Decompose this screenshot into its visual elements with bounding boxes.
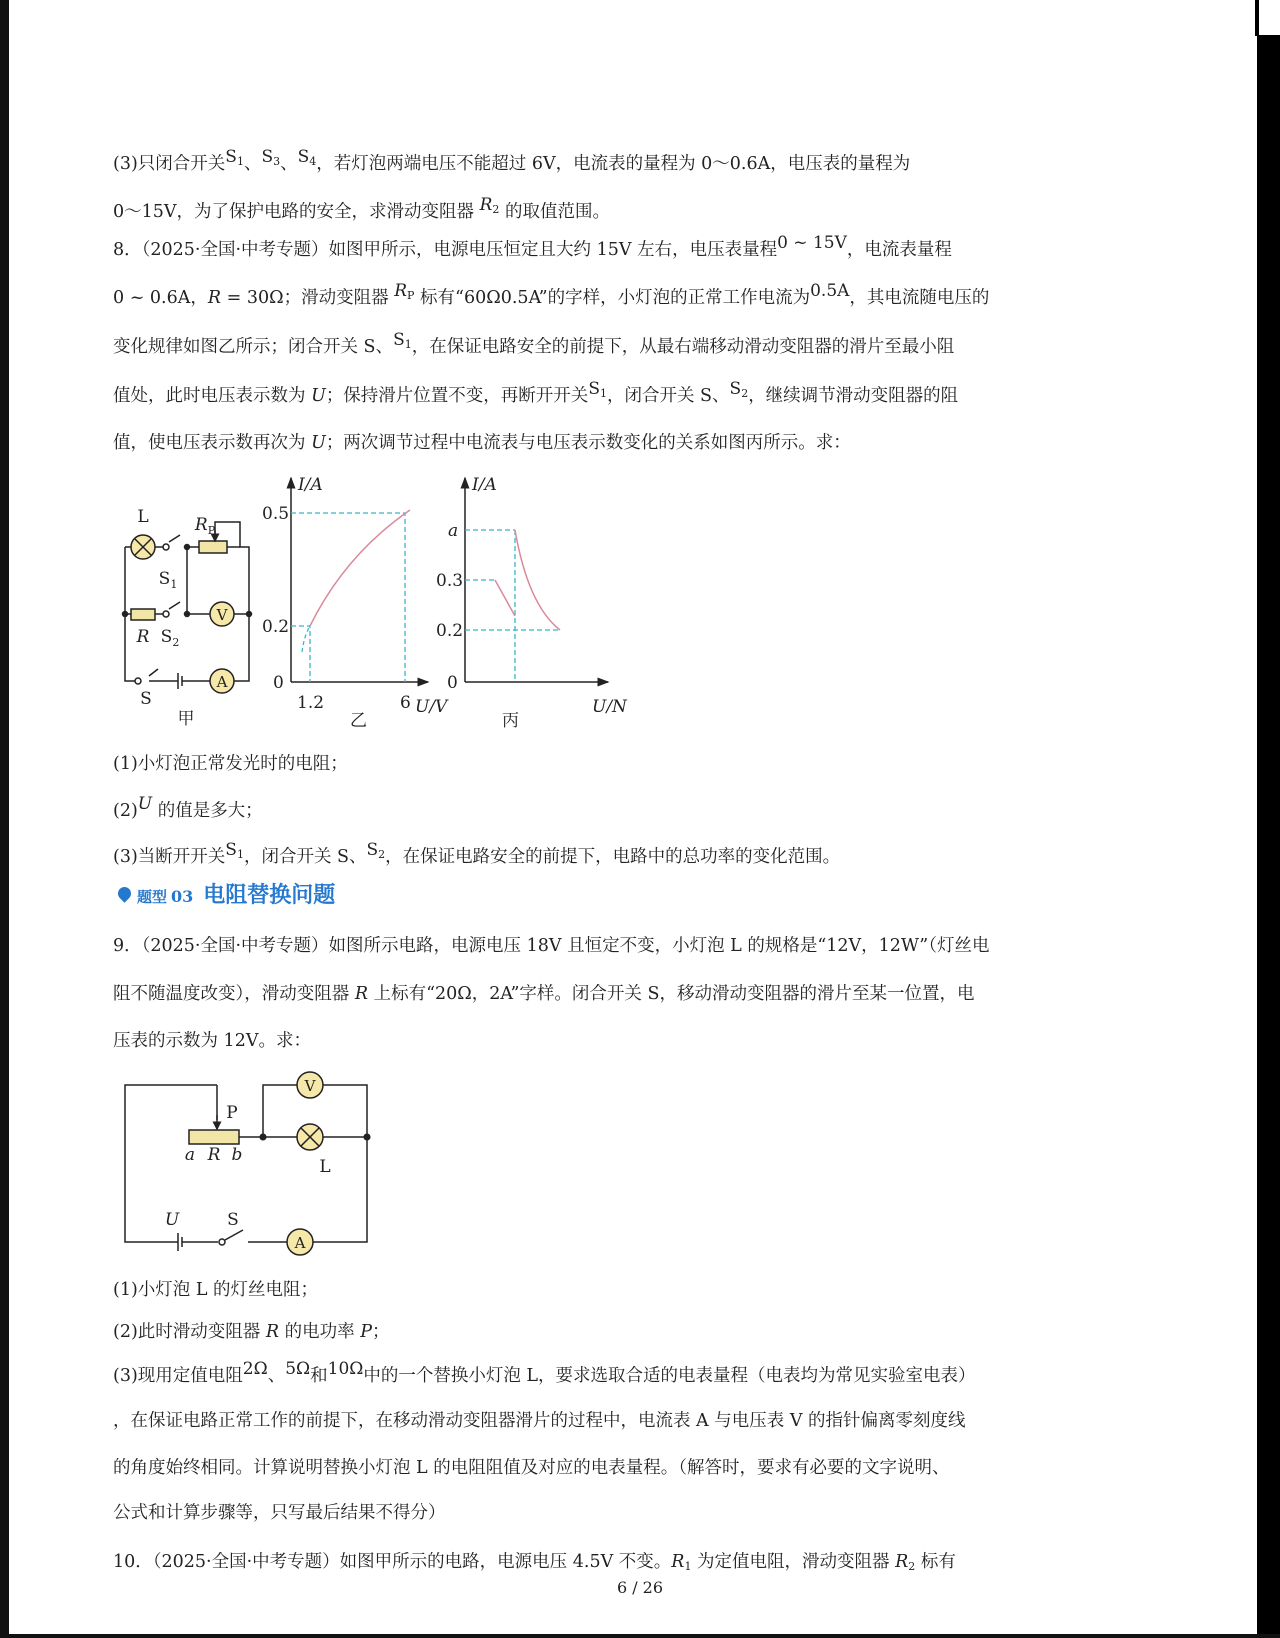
caption-jia: 甲 <box>177 709 195 729</box>
text-segment: U <box>311 386 326 406</box>
text-segment: 的取值范围。 <box>499 202 610 222</box>
text-segment: $S_3$ <box>261 147 281 168</box>
text-segment: 阻不随温度改变），滑动变阻器 <box>113 984 355 1004</box>
text-segment: 值，使电压表示数再次为 <box>113 433 312 453</box>
text-segment: 0.5A <box>810 281 850 301</box>
text-segment: (1)小灯泡正常发光时的电阻； <box>113 754 348 774</box>
caption-bing: 丙 <box>502 711 519 731</box>
label-switch-s: S <box>140 689 152 709</box>
text-segment: (3)只闭合开关 <box>113 154 226 174</box>
text-segment: (2) <box>113 801 138 821</box>
text-segment: ，在保证电路安全的前提下，从最右端移动滑动变阻器的滑片至最小阻 <box>411 337 955 357</box>
text-segment: 2Ω <box>242 1359 268 1379</box>
text-segment: 、 <box>243 154 262 174</box>
graph-yi <box>262 475 449 731</box>
text-segment: 10Ω <box>327 1359 364 1379</box>
ammeter-label: A <box>216 673 228 691</box>
text-segment: $S_2$ <box>366 840 386 861</box>
text-segment: R <box>265 1322 280 1342</box>
text-segment: (3)当断开开关 <box>113 847 226 867</box>
page-number: 6 / 26 <box>616 1578 664 1597</box>
text-segment: 公式和计算步骤等，只写最后结果不得分） <box>113 1503 446 1523</box>
text-segment: 的角度始终相同。计算说明替换小灯泡 L 的电阻阻值及对应的电表量程。（解答时，要求有必要的文字说明、 <box>113 1458 950 1478</box>
text-segment: ，在保证电路安全的前提下，电路中的总功率的变化范围。 <box>385 847 841 867</box>
label-lamp: L <box>137 507 149 527</box>
text-segment: R <box>354 984 368 1004</box>
text-segment: $S_1$ <box>393 330 412 351</box>
text-segment: ，闭合开关 S、 <box>243 847 367 867</box>
text-segment: 8．（2025·全国·中考专题）如图甲所示，电源电压恒定且大约 15V 左右，电压表量程 <box>113 240 778 260</box>
text-segment: 9．（2025·全国·中考专题）如图所示电路，电源电压 18V 且恒定不变，小灯泡 L 的规格是“12V，12W”（灯丝电 <box>113 936 990 956</box>
text-segment: ，继续调节滑动变阻器的阻 <box>748 386 959 406</box>
graph-bing <box>436 475 628 731</box>
text-segment: U <box>137 794 153 814</box>
text-segment: ；保持滑片位置不变，再断开开关 <box>325 386 589 406</box>
text-segment: 压表的示数为 12V。求： <box>113 1031 311 1051</box>
yi-ylabel: I/A <box>298 475 323 495</box>
curve-segment-2 <box>515 530 560 630</box>
label-u: U <box>164 1210 180 1230</box>
text-segment: 的电功率 <box>279 1322 361 1342</box>
text-segment: 的值是多大； <box>152 801 263 821</box>
text-segment: $S_2$ <box>729 379 749 400</box>
yi-xlabel: U/V <box>415 697 448 717</box>
voltmeter-label: V <box>216 606 228 624</box>
text-segment: ，闭合开关 S、 <box>606 386 730 406</box>
text-segment: 标有 <box>915 1552 956 1572</box>
text-segment: (1)小灯泡 L 的灯丝电阻； <box>113 1280 319 1300</box>
text-segment: 10．（2025·全国·中考专题）如图甲所示的电路，电源电压 4.5V 不变。 <box>113 1552 672 1572</box>
bing-ytick: 0 <box>447 673 458 693</box>
text-segment: (2)此时滑动变阻器 <box>113 1322 266 1342</box>
text-segment: ，在保证电路正常工作的前提下，在移动滑动变阻器滑片的过程中，电流表 A 与电压表 V 的指针偏离零刻度线 <box>113 1411 966 1431</box>
text-segment: $R_2$ <box>479 195 500 216</box>
label-p: P <box>226 1103 238 1123</box>
label-r: R <box>207 1145 221 1165</box>
circuit-q9 <box>125 1072 370 1255</box>
curve-segment-1 <box>495 580 515 616</box>
bing-ytick: a <box>448 521 459 541</box>
text-segment: ，若灯泡两端电压不能超过 6V，电流表的量程为 0～0.6A，电压表的量程为 <box>316 154 911 174</box>
text-segment: $R_2$ <box>895 1552 916 1573</box>
bing-ylabel: I/A <box>472 475 497 495</box>
text-segment: 标有“60Ω0.5A”的字样，小灯泡的正常工作电流为 <box>414 288 811 308</box>
label-a: a <box>184 1145 196 1165</box>
label-lamp: L <box>319 1157 331 1177</box>
text-segment: P <box>360 1322 372 1342</box>
yi-ytick: 0 <box>273 673 284 693</box>
text-segment: 0 ~ 15V <box>777 233 847 253</box>
text-segment: 变化规律如图乙所示；闭合开关 S、 <box>113 337 394 357</box>
heading-title: 电阻替换问题 <box>203 883 336 908</box>
text-segment: R <box>207 288 222 308</box>
yi-xtick: 6 <box>400 693 411 713</box>
text-segment: $S_1$ <box>225 840 244 861</box>
label-switch-s: S <box>227 1210 239 1230</box>
text-segment: 上标有“20Ω，2A”字样。闭合开关 S，移动滑动变阻器的滑片至某一位置，电 <box>368 984 975 1004</box>
bing-xlabel: U/N <box>592 697 627 717</box>
text-segment: 为定值电阻，滑动变阻器 <box>691 1552 896 1572</box>
text-segment: 中的一个替换小灯泡 L，要求选取合适的电表量程（电表均为常见实验室电表） <box>363 1366 976 1386</box>
heading-label: 题型 <box>137 888 168 906</box>
text-segment: 、 <box>267 1366 286 1386</box>
bing-ytick: 0.2 <box>436 621 464 641</box>
text-segment: 0 ~ 0.6A， <box>113 288 208 308</box>
label-s2: $S_2$ <box>160 627 180 649</box>
text-segment: 和 <box>310 1366 328 1386</box>
yi-xtick: 1.2 <box>297 693 325 713</box>
text-segment: ，电流表量程 <box>846 240 952 260</box>
yi-ytick: 0.5 <box>262 504 290 524</box>
label-b: b <box>231 1145 243 1165</box>
label-s1: $S_1$ <box>158 569 178 591</box>
label-rp: $R_P$ <box>194 515 216 537</box>
caption-yi: 乙 <box>350 711 367 731</box>
text-segment: ；两次调节过程中电流表与电压表示数变化的关系如图丙所示。求： <box>325 433 851 453</box>
text-segment: ； <box>371 1322 390 1342</box>
label-r: R <box>136 627 150 647</box>
text-segment: U <box>311 433 326 453</box>
text-segment: 5Ω <box>285 1359 311 1379</box>
circuit-jia <box>123 522 252 693</box>
voltmeter-label: V <box>304 1077 316 1095</box>
text-segment: = 30Ω；滑动变阻器 <box>221 288 395 308</box>
text-segment: $S_4$ <box>297 147 317 168</box>
text-segment: 值处，此时电压表示数为 <box>113 386 312 406</box>
curve-lamp-iv <box>310 510 410 626</box>
text-segment: ，其电流随电压的 <box>849 288 990 308</box>
text-segment: $R_P$ <box>394 281 415 302</box>
text-segment: 、 <box>280 154 298 174</box>
text-segment: 0～15V，为了保护电路的安全，求滑动变阻器 <box>113 202 480 222</box>
ammeter-label: A <box>294 1234 306 1252</box>
text-segment: (3)现用定值电阻 <box>113 1366 243 1386</box>
text-segment: $S_1$ <box>225 147 244 168</box>
text-segment: $R_1$ <box>671 1552 692 1573</box>
text-segment: $S_1$ <box>588 379 607 400</box>
yi-ytick: 0.2 <box>262 617 290 637</box>
bing-ytick: 0.3 <box>436 571 464 591</box>
heading-number: 03 <box>171 887 194 906</box>
